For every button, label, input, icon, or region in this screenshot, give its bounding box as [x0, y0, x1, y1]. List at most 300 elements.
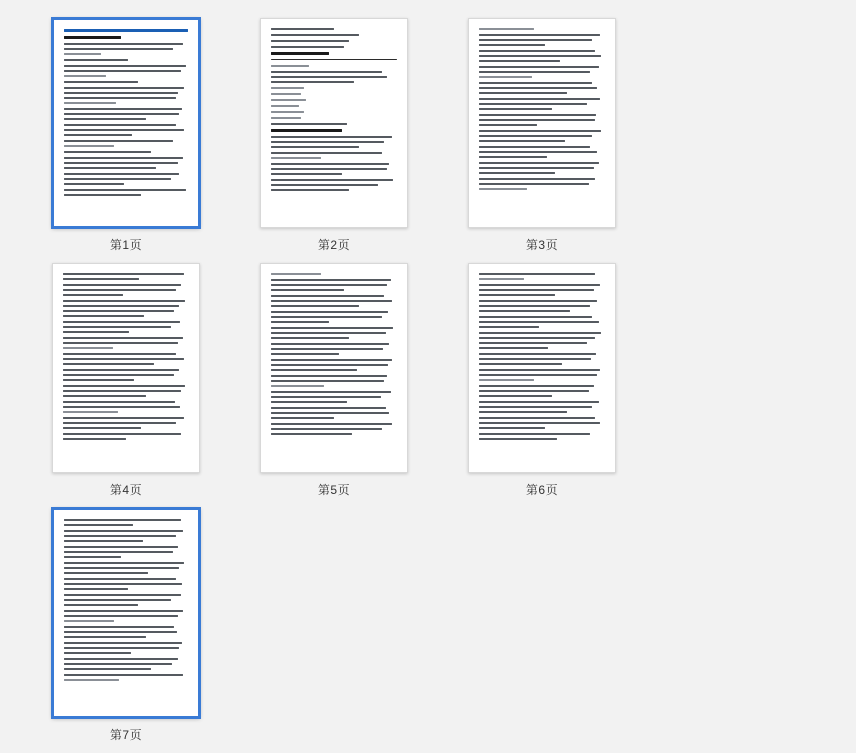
text-line	[479, 151, 597, 153]
text-line	[271, 391, 391, 393]
page-thumbnail-cell[interactable]	[22, 18, 230, 253]
text-line	[63, 326, 171, 328]
text-line	[64, 583, 182, 585]
text-line	[64, 647, 179, 649]
text-line	[64, 572, 148, 574]
text-line	[63, 438, 126, 440]
text-block	[271, 327, 397, 339]
text-line	[271, 123, 347, 125]
text-line	[271, 428, 382, 430]
text-line	[64, 615, 178, 617]
text-block	[64, 546, 188, 558]
page-thumbnail-2[interactable]	[260, 18, 408, 228]
text-line	[271, 359, 392, 361]
text-line	[271, 273, 321, 275]
text-line	[64, 97, 176, 99]
text-block	[64, 81, 188, 83]
text-line	[271, 279, 391, 281]
text-line	[271, 311, 388, 313]
text-line	[271, 117, 301, 119]
text-line	[479, 369, 600, 371]
text-line	[271, 337, 349, 339]
page-thumbnail-4[interactable]	[52, 263, 200, 473]
text-block	[479, 284, 605, 296]
text-line	[64, 519, 181, 521]
text-line	[479, 156, 547, 158]
text-line	[479, 130, 601, 132]
text-block	[64, 59, 188, 61]
text-block	[271, 105, 397, 107]
text-line	[271, 168, 387, 170]
text-line	[63, 321, 180, 323]
text-line	[479, 39, 592, 41]
text-line	[64, 588, 128, 590]
text-line	[64, 145, 114, 147]
text-block	[271, 295, 397, 307]
text-line	[271, 364, 388, 366]
text-line	[479, 294, 555, 296]
text-line	[64, 631, 177, 633]
text-line	[64, 556, 121, 558]
text-line	[479, 385, 594, 387]
text-line	[479, 188, 527, 190]
text-line	[479, 87, 597, 89]
text-line	[64, 604, 138, 606]
text-line	[63, 305, 179, 307]
text-block	[64, 87, 188, 104]
text-line	[64, 578, 176, 580]
text-block	[479, 433, 605, 440]
page-thumbnail-7[interactable]	[52, 508, 200, 718]
text-line	[64, 118, 146, 120]
text-line	[479, 124, 537, 126]
text-line	[479, 300, 597, 302]
text-line	[271, 385, 324, 387]
text-line	[63, 289, 176, 291]
text-block	[479, 300, 605, 312]
text-block	[271, 311, 397, 323]
text-line	[271, 184, 378, 186]
text-block	[479, 369, 605, 381]
page-preview-content	[54, 20, 198, 226]
text-line	[64, 162, 178, 164]
text-line	[479, 55, 601, 57]
text-line	[271, 343, 389, 345]
page-label-5: 第5页	[317, 483, 351, 497]
text-block	[271, 407, 397, 419]
page-preview-content	[261, 19, 407, 227]
text-block	[63, 369, 189, 381]
text-block	[479, 316, 605, 328]
text-line	[271, 300, 392, 302]
text-line	[271, 105, 299, 107]
text-block	[63, 401, 189, 413]
text-line	[479, 82, 592, 84]
text-line	[271, 28, 334, 30]
text-line	[271, 321, 329, 323]
text-line	[271, 295, 384, 297]
text-line	[64, 124, 176, 126]
text-block	[479, 82, 605, 94]
text-line	[64, 70, 181, 72]
text-line	[479, 50, 595, 52]
text-line	[271, 305, 359, 307]
text-line	[64, 87, 184, 89]
page-preview-content	[469, 19, 615, 227]
text-line	[63, 284, 181, 286]
text-line	[64, 29, 188, 32]
page-thumbnail-cell[interactable]	[230, 263, 438, 498]
text-line	[479, 358, 591, 360]
text-block	[479, 417, 605, 429]
text-line	[479, 411, 567, 413]
text-block	[479, 66, 605, 78]
text-block	[63, 337, 189, 349]
text-line	[271, 65, 309, 67]
text-line	[63, 358, 184, 360]
text-line	[479, 347, 548, 349]
text-block	[271, 71, 397, 83]
text-block	[63, 284, 189, 296]
text-line	[64, 189, 186, 191]
text-line	[64, 113, 179, 115]
text-line	[479, 178, 595, 180]
text-line	[64, 562, 184, 564]
text-line	[271, 401, 347, 403]
text-line	[479, 34, 600, 36]
text-block	[271, 40, 397, 42]
text-line	[271, 46, 344, 48]
text-line	[479, 395, 552, 397]
text-line	[64, 194, 141, 196]
text-line	[63, 273, 184, 275]
text-block	[64, 530, 188, 542]
text-line	[479, 379, 534, 381]
text-line	[479, 162, 599, 164]
text-line	[64, 108, 182, 110]
page-preview-content	[469, 264, 615, 472]
text-line	[271, 71, 382, 73]
text-block	[64, 642, 188, 654]
text-block	[64, 43, 188, 55]
text-block	[271, 179, 397, 191]
text-line	[479, 60, 560, 62]
text-line	[64, 599, 171, 601]
text-block	[479, 385, 605, 397]
text-line	[271, 163, 389, 165]
text-line	[64, 134, 132, 136]
text-line	[271, 375, 387, 377]
text-line	[64, 183, 124, 185]
text-line	[271, 396, 381, 398]
text-line	[479, 417, 595, 419]
text-line	[64, 668, 151, 670]
text-block	[271, 136, 397, 148]
text-line	[64, 530, 183, 532]
text-line	[64, 610, 183, 612]
text-line	[479, 273, 595, 275]
text-line	[63, 347, 113, 349]
page-thumbnail-1[interactable]	[52, 18, 200, 228]
text-block	[64, 189, 188, 196]
text-line	[63, 417, 184, 419]
text-line	[64, 157, 183, 159]
text-line	[271, 353, 339, 355]
text-line	[64, 140, 173, 142]
text-line	[479, 316, 592, 318]
text-line	[479, 310, 570, 312]
text-line	[479, 108, 552, 110]
text-block	[271, 359, 397, 371]
text-line	[63, 278, 139, 280]
text-line	[64, 75, 106, 77]
text-line	[271, 417, 334, 419]
text-block	[64, 124, 188, 136]
text-block	[271, 273, 397, 275]
text-line	[479, 305, 590, 307]
text-block	[64, 108, 188, 120]
text-line	[271, 407, 386, 409]
page-label-6: 第6页	[525, 483, 559, 497]
text-line	[64, 642, 182, 644]
text-line	[479, 342, 587, 344]
text-block	[64, 578, 188, 590]
page-thumbnail-cell[interactable]	[22, 263, 230, 498]
text-line	[64, 129, 184, 131]
text-line	[64, 173, 179, 175]
text-line	[64, 636, 146, 638]
text-line	[64, 151, 151, 153]
text-line	[479, 427, 545, 429]
page-thumbnail-5[interactable]	[260, 263, 408, 473]
text-line	[479, 326, 539, 328]
text-block	[63, 273, 189, 280]
text-line	[271, 189, 349, 191]
text-line	[64, 551, 173, 553]
text-block	[64, 29, 188, 32]
text-block	[271, 46, 397, 48]
text-line	[271, 179, 393, 181]
text-line	[63, 390, 181, 392]
text-block	[479, 146, 605, 158]
text-line	[271, 87, 304, 89]
text-line	[271, 40, 349, 42]
text-block	[479, 353, 605, 365]
text-line	[64, 652, 131, 654]
text-block	[271, 343, 397, 355]
page-label-3: 第3页	[525, 238, 559, 252]
text-line	[64, 36, 121, 39]
text-line	[271, 136, 392, 138]
page-label-2: 第2页	[317, 238, 351, 252]
page-thumbnail-cell[interactable]	[438, 263, 646, 498]
page-label-1: 第1页	[109, 238, 143, 252]
page-thumbnail-cell[interactable]	[438, 18, 646, 253]
text-line	[271, 81, 354, 83]
text-line	[479, 167, 594, 169]
text-block	[479, 332, 605, 349]
text-line	[479, 114, 596, 116]
text-line	[479, 172, 555, 174]
text-line	[63, 433, 181, 435]
text-line	[479, 71, 590, 73]
text-line	[479, 76, 532, 78]
text-line	[63, 401, 175, 403]
text-block	[271, 279, 397, 291]
text-line	[271, 146, 359, 148]
text-line	[64, 92, 178, 94]
text-line	[64, 546, 178, 548]
text-block	[271, 152, 397, 159]
text-block	[64, 594, 188, 606]
text-line	[271, 348, 383, 350]
text-line	[271, 380, 384, 382]
text-block	[271, 423, 397, 435]
text-block	[64, 610, 188, 622]
text-block	[479, 130, 605, 142]
text-line	[479, 363, 562, 365]
text-block	[479, 162, 605, 174]
text-line	[271, 129, 342, 132]
text-line	[63, 427, 141, 429]
text-block	[271, 34, 397, 36]
text-block	[479, 401, 605, 413]
text-line	[271, 332, 386, 334]
text-line	[64, 43, 183, 45]
text-line	[479, 374, 597, 376]
text-line	[479, 289, 594, 291]
text-line	[479, 66, 599, 68]
text-line	[479, 321, 599, 323]
text-line	[271, 284, 387, 286]
text-block	[271, 375, 397, 387]
text-line	[271, 369, 357, 371]
text-block	[271, 111, 397, 113]
text-line	[64, 102, 116, 104]
text-line	[479, 135, 592, 137]
text-block	[64, 151, 188, 153]
text-line	[63, 315, 144, 317]
text-block	[479, 34, 605, 46]
text-line	[64, 620, 114, 622]
page-thumbnail-3[interactable]	[468, 18, 616, 228]
text-line	[479, 119, 595, 121]
text-line	[479, 401, 599, 403]
text-line	[479, 438, 557, 440]
text-line	[479, 337, 595, 339]
text-block	[271, 391, 397, 403]
text-line	[64, 567, 179, 569]
text-line	[271, 316, 382, 318]
text-line	[64, 626, 174, 628]
text-line	[63, 342, 178, 344]
text-block	[271, 28, 397, 30]
page-label-7: 第7页	[109, 728, 143, 742]
page-thumbnail-cell[interactable]	[230, 18, 438, 253]
page-thumbnail-6[interactable]	[468, 263, 616, 473]
text-block	[64, 36, 188, 39]
text-line	[479, 406, 592, 408]
text-line	[479, 332, 601, 334]
text-line	[64, 663, 172, 665]
text-line	[271, 52, 329, 55]
text-line	[271, 157, 321, 159]
text-line	[63, 363, 154, 365]
text-line	[271, 34, 359, 36]
text-line	[63, 385, 185, 387]
text-line	[64, 81, 138, 83]
text-line	[64, 535, 176, 537]
text-line	[63, 374, 174, 376]
text-line	[479, 98, 600, 100]
text-line	[271, 173, 342, 175]
text-block	[64, 658, 188, 670]
text-line	[479, 44, 545, 46]
text-line	[271, 327, 393, 329]
text-block	[63, 300, 189, 317]
text-block	[63, 321, 189, 333]
text-line	[271, 76, 387, 78]
text-line	[271, 111, 304, 113]
text-block	[479, 178, 605, 190]
text-line	[63, 395, 146, 397]
divider-rule	[271, 59, 397, 60]
text-line	[479, 278, 524, 280]
page-preview-content	[261, 264, 407, 472]
text-line	[271, 289, 344, 291]
text-block	[64, 674, 188, 681]
text-line	[64, 658, 178, 660]
text-line	[271, 412, 389, 414]
text-line	[479, 183, 589, 185]
text-line	[63, 422, 176, 424]
text-block	[271, 65, 397, 67]
text-line	[479, 28, 534, 30]
text-line	[64, 178, 171, 180]
text-line	[63, 406, 180, 408]
text-line	[271, 141, 384, 143]
text-line	[64, 674, 183, 676]
text-line	[63, 369, 179, 371]
text-line	[271, 99, 306, 101]
text-line	[63, 337, 183, 339]
text-line	[64, 524, 133, 526]
text-block	[63, 385, 189, 397]
text-block	[64, 65, 188, 77]
text-block	[479, 28, 605, 30]
text-line	[271, 423, 392, 425]
text-block	[271, 99, 397, 101]
text-line	[64, 594, 181, 596]
text-line	[479, 284, 600, 286]
text-block	[271, 93, 397, 95]
text-line	[64, 53, 101, 55]
text-line	[479, 353, 596, 355]
text-line	[479, 103, 587, 105]
text-line	[64, 59, 128, 61]
text-line	[63, 353, 176, 355]
text-line	[271, 433, 352, 435]
text-line	[479, 422, 600, 424]
page-thumbnail-cell[interactable]	[22, 508, 230, 743]
text-block	[271, 129, 397, 132]
text-line	[271, 152, 382, 154]
text-block	[271, 117, 397, 119]
text-line	[63, 411, 118, 413]
text-block	[479, 114, 605, 126]
text-line	[479, 140, 565, 142]
text-line	[63, 379, 134, 381]
